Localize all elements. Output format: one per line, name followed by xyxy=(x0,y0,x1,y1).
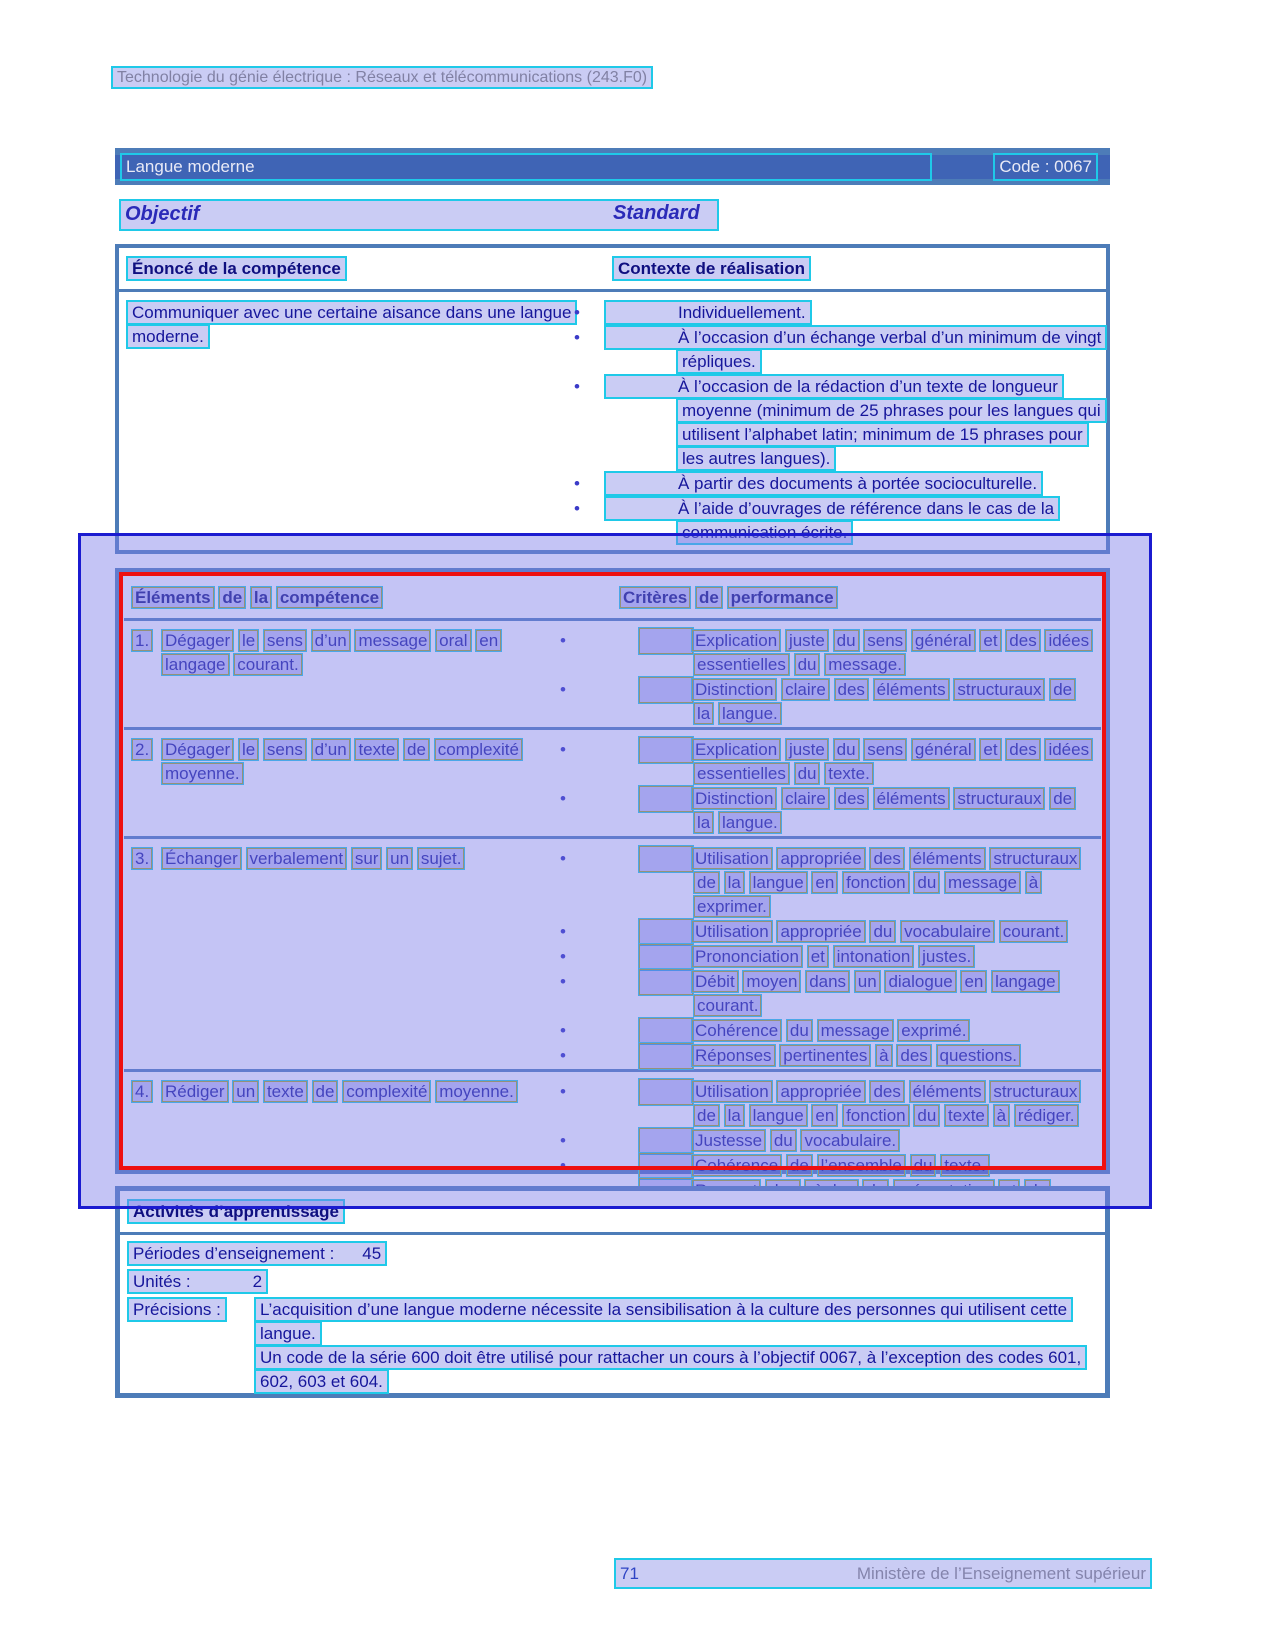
bullet-icon: • xyxy=(574,499,580,518)
list-item xyxy=(560,629,1101,677)
criteria-cell xyxy=(560,847,1101,1069)
criteria-item: Utilisation appropriée des éléments structuraux de la langue en fonction du message à exprimer. xyxy=(695,849,1078,916)
criteria-item: Distinction claire des éléments structuraux de la langue. xyxy=(695,680,1073,723)
list-item xyxy=(574,326,1102,374)
activites-header-divider xyxy=(120,1232,1105,1235)
periodes-label: Périodes d’enseignement : xyxy=(133,1244,335,1263)
page-title: Langue moderne xyxy=(122,155,930,179)
elements-col1-header: Éléments de la compétence xyxy=(135,588,380,607)
elements-content xyxy=(119,572,1106,1250)
criteria-item: Utilisation appropriée des éléments structuraux de la langue en fonction du texte à rédiger. xyxy=(695,1082,1078,1125)
contexte-item: Individuellement. xyxy=(678,303,806,322)
bullet-icon: • xyxy=(574,474,580,493)
list-item xyxy=(560,847,1101,919)
element-number: 2. xyxy=(135,740,150,759)
activites-header: Activités d’apprentissage xyxy=(129,1201,343,1222)
contexte-item: À l’occasion de la rédaction d’un texte de longueur moyenne (minimum de 25 phrases pour les langues qui utilisent l’alphabet latin; minimum de 15 phrases pour les autres langues). xyxy=(678,377,1101,468)
criteria-item: Distinction claire des éléments structuraux de la langue. xyxy=(695,789,1073,832)
bullet-icon: • xyxy=(640,920,692,944)
bullet-icon: • xyxy=(640,970,692,994)
element-number: 3. xyxy=(135,849,150,868)
element-cell xyxy=(124,629,606,727)
element-text: Dégager le sens d’un message oral en langage courant. xyxy=(165,631,499,674)
page-number: 71 xyxy=(620,1563,639,1583)
subtitle-row xyxy=(121,201,717,229)
element-cell xyxy=(124,738,606,836)
bullet-icon: • xyxy=(574,328,580,347)
element-number: 4. xyxy=(135,1082,150,1101)
criteria-list xyxy=(560,738,1101,835)
table-row xyxy=(124,839,1101,1069)
page-footer xyxy=(616,1560,1150,1585)
list-item xyxy=(560,1154,1101,1178)
criteria-item: Justesse du vocabulaire. xyxy=(695,1131,897,1150)
table-row xyxy=(124,621,1101,727)
contexte-list xyxy=(574,301,1102,545)
criteria-item: Débit moyen dans un dialogue en langage courant. xyxy=(695,972,1056,1015)
bullet-icon: • xyxy=(640,787,692,811)
contexte-cell xyxy=(574,301,1106,546)
element-text: Échanger verbalement sur un sujet. xyxy=(165,849,462,868)
list-item xyxy=(574,472,1102,496)
unites-label: Unités : xyxy=(133,1272,191,1291)
list-item xyxy=(560,1129,1101,1153)
list-item xyxy=(574,375,1102,471)
bullet-icon: • xyxy=(640,847,692,871)
element-cell xyxy=(124,847,606,1069)
code-badge: Code : 0067 xyxy=(995,155,1096,179)
precisions-text-cell xyxy=(256,1298,1104,1394)
competence-statement: Communiquer avec une certaine aisance dans une langue moderne. xyxy=(128,302,575,347)
bullet-icon: • xyxy=(640,1019,692,1043)
elements-section xyxy=(115,568,1110,1174)
criteria-list xyxy=(560,629,1101,726)
title-strip xyxy=(115,155,1110,179)
subtitle-objectif: Objectif xyxy=(125,203,200,225)
list-item xyxy=(560,1080,1101,1128)
criteria-item: Explication juste du sens général et des idées essentielles du message. xyxy=(695,631,1090,674)
unites-value: 2 xyxy=(252,1272,263,1291)
running-header-text: Technologie du génie électrique : Réseaux et télécommunications (243.F0) xyxy=(113,68,651,87)
contexte-item: À partir des documents à portée socioculturelle. xyxy=(678,474,1038,493)
running-header xyxy=(113,66,651,90)
enonce-col1-header: Énoncé de la compétence xyxy=(128,258,345,279)
element-text: Dégager le sens d’un texte de complexité moyenne. xyxy=(165,740,519,783)
precisions-label: Précisions : xyxy=(129,1299,225,1320)
enonce-header-row xyxy=(119,248,1106,289)
criteria-item: Prononciation et intonation justes. xyxy=(695,947,972,966)
elements-col2-header: Critères de performance xyxy=(623,588,834,607)
list-item xyxy=(560,1019,1101,1043)
title-bar xyxy=(115,148,1110,185)
enonce-col2-header: Contexte de réalisation xyxy=(614,258,809,279)
list-item xyxy=(574,301,1102,325)
bullet-icon: • xyxy=(640,1154,692,1178)
enonce-section xyxy=(115,244,1110,554)
criteria-cell xyxy=(560,629,1101,727)
list-item xyxy=(574,497,1102,545)
list-item xyxy=(560,1044,1101,1068)
bullet-icon: • xyxy=(640,1080,692,1104)
criteria-item: Utilisation appropriée du vocabulaire courant. xyxy=(695,922,1065,941)
table-row xyxy=(124,730,1101,836)
list-item xyxy=(560,787,1101,835)
elements-header-row xyxy=(124,574,1101,618)
precisions-label-cell xyxy=(129,1298,225,1322)
criteria-item: Réponses pertinentes à des questions. xyxy=(695,1046,1018,1065)
criteria-item: Cohérence du message exprimé. xyxy=(695,1021,967,1040)
enonce-body xyxy=(119,292,1106,546)
criteria-list xyxy=(560,847,1101,1068)
element-number: 1. xyxy=(135,631,150,650)
competence-statement-cell xyxy=(119,301,606,546)
bullet-icon: • xyxy=(640,1044,692,1068)
periodes-value: 45 xyxy=(362,1244,382,1263)
subtitle-standard: Standard xyxy=(613,202,700,224)
periodes-row xyxy=(129,1242,385,1266)
criteria-item: Cohérence de l’ensemble du texte. xyxy=(695,1156,986,1175)
contexte-item: À l’aide d’ouvrages de référence dans le cas de la communication écrite. xyxy=(678,499,1055,542)
criteria-item: Explication juste du sens général et des idées essentielles du texte. xyxy=(695,740,1090,783)
precisions-paragraph: Un code de la série 600 doit être utilisé pour rattacher un cours à l’objectif 0067, à l’exception des codes 601, 602, 603 et 604. xyxy=(256,1346,1104,1394)
criteria-cell xyxy=(560,738,1101,836)
bullet-icon: • xyxy=(640,945,692,969)
list-item xyxy=(560,970,1101,1018)
bullet-icon: • xyxy=(574,377,580,396)
ministry-name: Ministère de l’Enseignement supérieur xyxy=(856,1563,1146,1583)
bullet-icon: • xyxy=(640,629,692,653)
bullet-icon: • xyxy=(640,738,692,762)
bullet-icon: • xyxy=(574,303,580,322)
activites-section xyxy=(115,1186,1110,1398)
contexte-item: À l’occasion d’un échange verbal d’un minimum de vingt répliques. xyxy=(678,328,1102,371)
list-item xyxy=(560,920,1101,944)
precisions-paragraph: L’acquisition d’une langue moderne nécessite la sensibilisation à la culture des personnes qui utilisent cette langue. xyxy=(256,1298,1104,1346)
activites-header-row xyxy=(129,1200,343,1224)
bullet-icon: • xyxy=(640,1129,692,1153)
list-item xyxy=(560,945,1101,969)
element-text: Rédiger un texte de complexité moyenne. xyxy=(165,1082,514,1101)
list-item xyxy=(560,738,1101,786)
bullet-icon: • xyxy=(640,678,692,702)
list-item xyxy=(560,678,1101,726)
unites-row xyxy=(129,1270,266,1294)
